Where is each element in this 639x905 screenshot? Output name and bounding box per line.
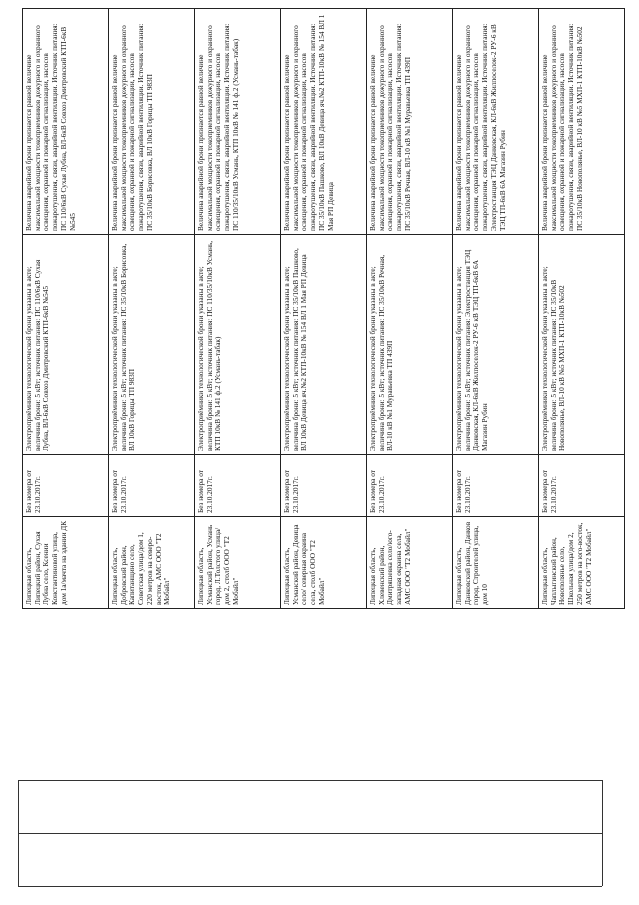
table-row	[539, 9, 625, 609]
horizontal-rule	[18, 886, 602, 887]
table-row	[453, 9, 539, 609]
technological-reserve-cell: Электроприёмники технологической брони указаны в акте; величина брони: 5 кВт; источник питания: ПС 35/10кВ Пашково, ВЛ 10кВ Девица яч.№2 КТП-10кВ № 154 ВЛ 1 Мая РП Девица	[281, 235, 367, 455]
technological-reserve-cell: Электроприёмники технологической брони указаны в акте; величина брони: 5 кВт; источник питания: ПС 35/10кВ Речная, ВЛ-10 кВ №1 Муравьевка ТП 439П	[367, 235, 453, 455]
horizontal-rule	[18, 780, 602, 781]
emergency-reserve-cell: Величина аварийной брони признается равной величине максимальной мощности токоприемников дежурного и охранного освещения, охранной и пожарной сигнализации, насосов пожаротушения, связи, аварийной вентиляции. Источник питания: Электростанция ТЭЦ Данковская, КЛ-6кВ Жилпоселок-2 РУ-6 кВ ТЭЦ ТП-6кВ 6А Магазин Рубин	[453, 9, 539, 235]
emergency-reserve-cell: Величина аварийной брони признается равной величине максимальной мощности токоприемников дежурного и охранного освещения, охранной и пожарной сигнализации, насосов пожаротушения, связи, аварийной вентиляции. Источник питания: ПС 35/10кВ Новополянье, ВЛ-10 кВ №5 МХП-1 КТП-10кВ №502	[539, 9, 625, 235]
act-number-cell: Без номера от 23.10.2017г.	[281, 455, 367, 517]
act-number-cell: Без номера от 23.10.2017г.	[367, 455, 453, 517]
emergency-reserve-cell: Величина аварийной брони признается равной величине максимальной мощности токоприемников дежурного и охранного освещения, охранной и пожарной сигнализации, насосов пожаротушения, связи, аварийной вентиляции. Источник питания: ПС 35/10кВ Речная, ВЛ-10 кВ №1 Муравьевка ТП 439П	[367, 9, 453, 235]
address-cell: Липецкая область, Хлевенский район, Дмитряшевка село/юго-западная окраина села, АМС ООО "Т2 Мобайл"	[367, 517, 453, 609]
vertical-rule	[602, 780, 603, 886]
address-cell: Липецкая область, Чаплыгинский район, Новополянье село, Школьная улица/дом 2, 250 метров на юго-восток, АМС ООО "Т2 Мобайл"	[539, 517, 625, 609]
address-cell: Липецкая область, Липецкий район, Сухая Лубна село, Ксении Константиновой улица, дом 1а/мачта на здании ДК	[23, 517, 109, 609]
address-cell: Липецкая область, Данковский район, Данков город, Строителей улица, дом 10	[453, 517, 539, 609]
address-cell: Липецкая область, Усманский район, Усмань город, Л.Толстого улица/дом 2, столб ООО "Т2 Мобайл"	[195, 517, 281, 609]
table-row	[367, 9, 453, 609]
technological-reserve-cell: Электроприёмники технологической брони указаны в акте; величина брони: 5 кВт; источник питания: ПС 35/10кВ Новополянье, ВЛ-10 кВ №5 МХП-1 КТП-10кВ №502	[539, 235, 625, 455]
table-row	[23, 9, 109, 609]
table-row	[281, 9, 367, 609]
table-row	[109, 9, 195, 609]
address-cell: Липецкая область, Добровский район, Капитанщино село, Советская улица/дом 1, 220 метров на северо-восток, АМС ООО "Т2 Мобайл"	[109, 517, 195, 609]
address-cell: Липецкая область, Усманский район, Девица село/ северная окраина села, столб ООО "Т2 Мобайл"	[281, 517, 367, 609]
emergency-reserve-cell: Величина аварийной брони признается равной величине максимальной мощности токоприемников дежурного и охранного освещения, охранной и пожарной сигнализации, насосов пожаротушения, связи, аварийной вентиляции. Источник питания: ПС 35/10кВ Борисовка, ВЛ 10кВ Горицы ТП 983П	[109, 9, 195, 235]
vertical-rule	[18, 780, 19, 886]
technological-reserve-cell: Электроприёмники технологической брони указаны в акте; величина брони: 5 кВт; источник питания: ПС 35/10кВ Борисовка, ВЛ 10кВ Горицы ТП 983П	[109, 235, 195, 455]
horizontal-rule	[18, 833, 602, 834]
act-number-cell: Без номера от 23.10.2017г.	[539, 455, 625, 517]
act-number-cell: Без номера от 23.10.2017г.	[453, 455, 539, 517]
technological-reserve-cell: Электроприёмники технологической брони указаны в акте; величина брони: 5 кВт; источник питания: ПС 110/35/10кВ Усмань, КТП 10кВ № 141 ф.2 (Усмань-табак)	[195, 235, 281, 455]
act-number-cell: Без номера от 23.10.2017г.	[195, 455, 281, 517]
technological-reserve-cell: Электроприёмники технологической брони указаны в акте; величина брони: 5 кВт; источник питания: ПС 110/6кВ Сухая Лубна, ВЛ-6кВ Совхоз Дмитровский КТП-6кВ №545	[23, 235, 109, 455]
emergency-reserve-cell: Величина аварийной брони признается равной величине максимальной мощности токоприемников дежурного и охранного освещения, охранной и пожарной сигнализации, насосов пожаротушения, связи, аварийной вентиляции. Источник питания: ПС 110/35/10кВ Усмань, КТП 10кВ № 141 ф.2 (Усмань-табак)	[195, 9, 281, 235]
backup-power-table	[22, 8, 625, 609]
emergency-reserve-cell: Величина аварийной брони признается равной величине максимальной мощности токоприемников дежурного и охранного освещения, охранной и пожарной сигнализации, насосов пожаротушения, связи, аварийной вентиляции. Источник питания: ПС 35/10кВ Пашково, ВЛ 10кВ Девица яч.№2 КТП-10кВ № 154 ВЛ 1 Мая РП Девица	[281, 9, 367, 235]
table-row	[195, 9, 281, 609]
act-number-cell: Без номера от 23.10.2017г.	[23, 455, 109, 517]
emergency-reserve-cell: Величина аварийной брони признается равной величине максимальной мощности токоприемников дежурного и охранного освещения, охранной и пожарной сигнализации, насосов пожаротушения, связи, аварийной вентиляции. Источник питания: ПС 110/6кВ Сухая Лубна, ВЛ-6кВ Совхоз Дмитровский КТП-6кВ №545	[23, 9, 109, 235]
act-number-cell: Без номера от 23.10.2017г.	[109, 455, 195, 517]
technological-reserve-cell: Электроприёмники технологической брони указаны в акте; величина брони: 5 кВт; источник питания: Электростанция ТЭЦ Данковская, КЛ-6кВ Жилпоселок-2 РУ-6 кВ ТЭЦ ТП-6кВ 6А Магазин Рубин	[453, 235, 539, 455]
